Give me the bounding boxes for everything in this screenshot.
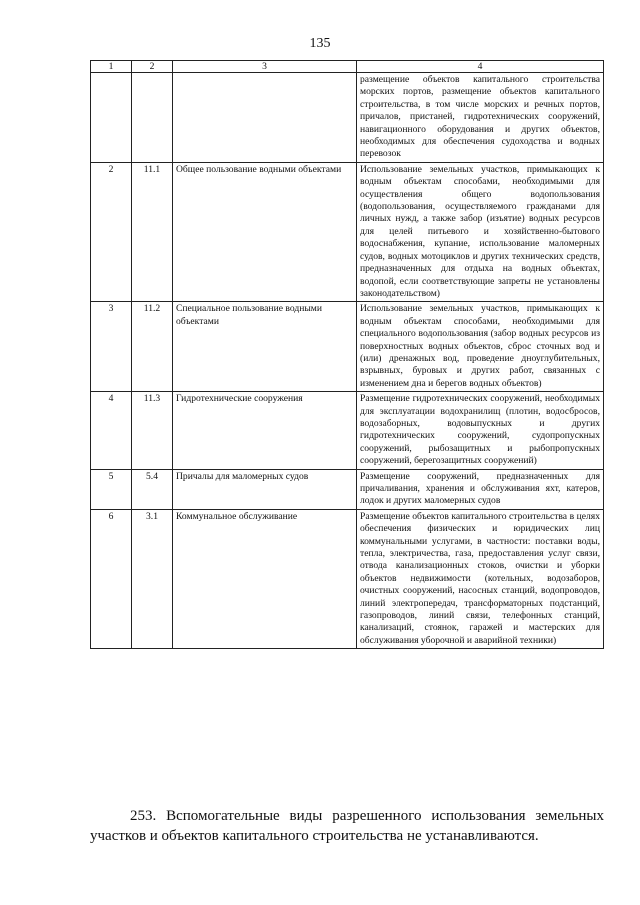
table-row xyxy=(91,509,604,648)
use-name: Общее пользование водными объектами xyxy=(173,162,357,301)
use-name: Гидротехнические сооружения xyxy=(173,392,357,469)
table-header-row xyxy=(91,61,604,73)
use-name: Причалы для маломерных судов xyxy=(173,469,357,509)
use-code: 11.3 xyxy=(132,392,173,469)
use-code: 5.4 xyxy=(132,469,173,509)
table-row xyxy=(91,469,604,509)
use-description: Использование земельных участков, примыкающих к водным объектам способами, необходимыми для осуществления общего водопользования (водопользования, осуществляемого гражданами для личных нужд, а также забор (изъятие) водных ресурсов для целей питьевого и хозяйственно-бытового водоснабжения, купание, использование маломерных судов, водных мотоциклов и других технических средств, предназначенных для отдыха на водных объектах, водопой, если соответствующие запреты не установлены законодательством) xyxy=(357,162,604,301)
footer-paragraph: 253. Вспомогательные виды разрешенного использования земельных участков и объектов капитального строительства не устанавливаются. xyxy=(90,808,604,844)
row-number: 6 xyxy=(91,509,132,648)
column-header: 4 xyxy=(357,61,604,73)
use-description: Размещение гидротехнических сооружений, необходимых для эксплуатации водохранилищ (плотин, водосбросов, водозаборных, водовыпускных и других гидротехнических сооружений, судопропускных сооружений, рыбозащитных и рыбопропускных сооружений, берегозащитных сооружений) xyxy=(357,392,604,469)
row-number: 3 xyxy=(91,302,132,392)
use-name xyxy=(173,73,357,163)
row-number: 4 xyxy=(91,392,132,469)
use-code: 11.2 xyxy=(132,302,173,392)
use-description: размещение объектов капитального строительства морских портов, размещение объектов капитального строительства, в том числе морских и речных портов, причалов, пристаней, гидротехнических сооружений, навигационного оборудования и других объектов, необходимых для обеспечения судоходства и водных перевозок xyxy=(357,73,604,163)
use-code xyxy=(132,73,173,163)
column-header: 2 xyxy=(132,61,173,73)
page-number: 135 xyxy=(309,36,331,51)
table-row xyxy=(91,302,604,392)
use-code: 3.1 xyxy=(132,509,173,648)
use-name: Специальное пользование водными объектами xyxy=(173,302,357,392)
column-header: 1 xyxy=(91,61,132,73)
row-number xyxy=(91,73,132,163)
use-description: Использование земельных участков, примыкающих к водным объектам способами, необходимыми для специального водопользования (забор водных ресурсов из поверхностных водных объектов, сброс сточных вод и (или) дренажных вод, проведение дноуглубительных, взрывных, буровых и других работ, связанных с изменением дна и берегов водных объектов) xyxy=(357,302,604,392)
column-header: 3 xyxy=(173,61,357,73)
use-description: Размещение сооружений, предназначенных для причаливания, хранения и обслуживания яхт, катеров, лодок и других маломерных судов xyxy=(357,469,604,509)
table-row xyxy=(91,162,604,301)
land-use-table xyxy=(90,60,604,649)
table-row xyxy=(91,392,604,469)
table-row xyxy=(91,73,604,163)
use-name: Коммунальное обслуживание xyxy=(173,509,357,648)
row-number: 5 xyxy=(91,469,132,509)
row-number: 2 xyxy=(91,162,132,301)
use-code: 11.1 xyxy=(132,162,173,301)
use-description: Размещение объектов капитального строительства в целях обеспечения физических и юридических лиц коммунальными услугами, в частности: поставки воды, тепла, электричества, газа, предоставления услуг связи, отвода канализационных стоков, очистки и уборки объектов недвижимости (котельных, водозаборов, очистных сооружений, насосных станций, водопроводов, линий электропередач, трансформаторных подстанций, газопроводов, линий связи, телефонных станций, канализаций, стоянок, гаражей и мастерских для обслуживания уборочной и аварийной техники) xyxy=(357,509,604,648)
